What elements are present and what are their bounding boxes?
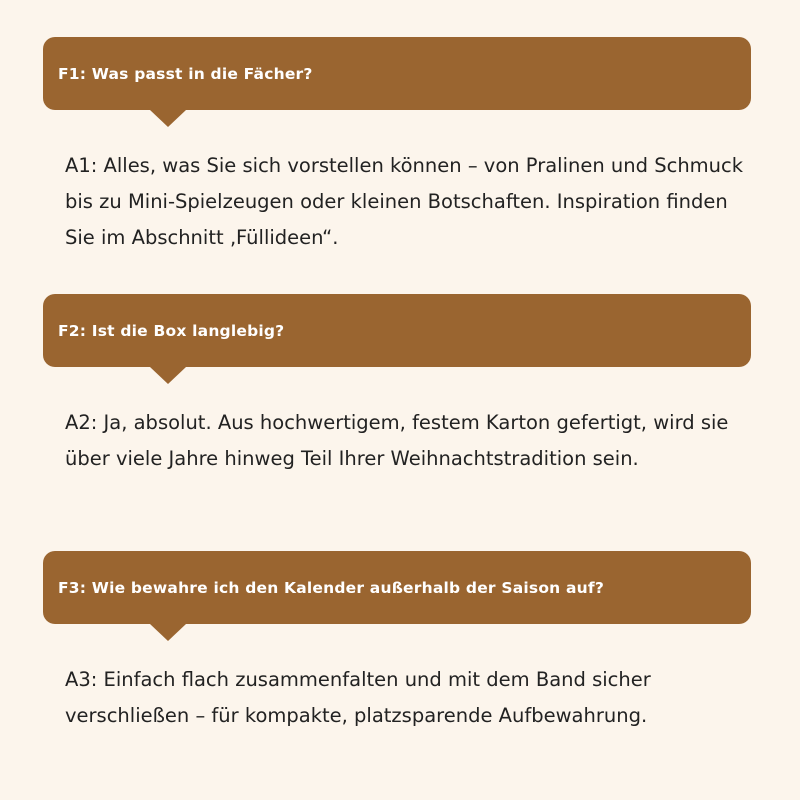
question-bubble xyxy=(43,37,751,110)
question-bubble xyxy=(43,294,751,367)
faq-item xyxy=(43,294,751,477)
answer-text: A3: Einfach flach zusammenfalten und mit dem Band sicher verschließen – für kompakte, platzsparende Aufbewahrung. xyxy=(65,668,651,727)
answer-block xyxy=(43,148,751,256)
question-bubble xyxy=(43,551,751,624)
question-text: F2: Ist die Box langlebig? xyxy=(58,321,285,340)
answer-block xyxy=(43,405,751,477)
answer-text: A2: Ja, absolut. Aus hochwertigem, festem Karton gefertigt, wird sie über viele Jahre hinweg Teil Ihrer Weihnachtstradition sein. xyxy=(65,411,729,470)
faq-item xyxy=(43,551,751,734)
question-text: F1: Was passt in die Fächer? xyxy=(58,64,313,83)
answer-block xyxy=(43,662,751,734)
question-text: F3: Wie bewahre ich den Kalender außerhalb der Saison auf? xyxy=(58,578,605,597)
faq-item xyxy=(43,37,751,256)
answer-text: A1: Alles, was Sie sich vorstellen können – von Pralinen und Schmuck bis zu Mini-Spielzeugen oder kleinen Botschaften. Inspiration finden Sie im Abschnitt ‚Füllideen“. xyxy=(65,154,744,249)
